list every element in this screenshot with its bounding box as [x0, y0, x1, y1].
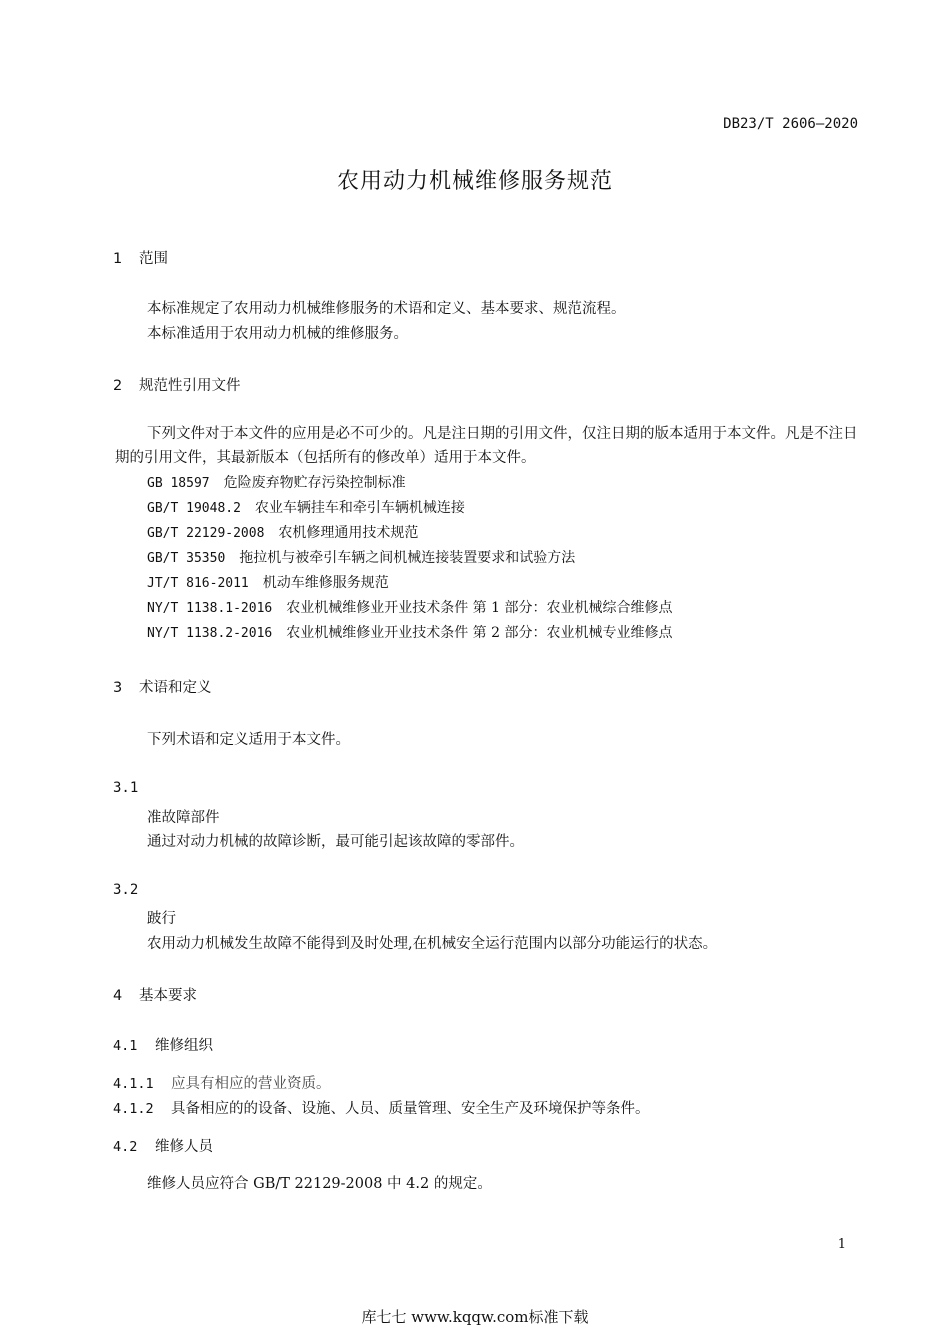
clause-text: 具备相应的的设备、设施、人员、质量管理、安全生产及环境保护等条件。 — [171, 1101, 650, 1117]
reference-code: GB/T 19048.2 — [147, 501, 241, 516]
reference-item — [147, 572, 389, 592]
scope-paragraph-1: 本标准规定了农用动力机械维修服务的术语和定义、基本要求、规范流程。 — [147, 301, 626, 317]
clause-number: 4.1.2 — [113, 1101, 154, 1117]
section-3-heading — [113, 676, 212, 697]
reference-title: 农业车辆挂车和牵引车辆机械连接 — [254, 500, 465, 516]
clause-item — [113, 1072, 331, 1093]
term-name: 准故障部件 — [147, 810, 220, 826]
section-title: 基本要求 — [139, 988, 197, 1004]
reference-code: GB/T 35350 — [147, 551, 226, 566]
section-number: 3 — [113, 680, 123, 696]
section-title: 范围 — [139, 251, 168, 267]
term-number: 3.2 — [113, 882, 139, 898]
clause-item — [113, 1097, 650, 1118]
section-2-heading — [113, 374, 241, 395]
reference-title: 农业机械维修业开业技术条件 第 1 部分：农业机械综合维修点 — [286, 600, 673, 616]
reference-code: NY/T 1138.1-2016 — [147, 601, 273, 616]
subsection-title: 维修人员 — [155, 1139, 213, 1155]
reference-item — [147, 472, 406, 492]
reference-item — [147, 522, 418, 542]
section-number: 2 — [113, 378, 123, 394]
reference-item — [147, 497, 465, 517]
document-number: DB23/T 2606—2020 — [723, 116, 858, 132]
reference-title: 机动车维修服务规范 — [262, 575, 389, 591]
terms-intro: 下列术语和定义适用于本文件。 — [147, 732, 350, 748]
reference-code: GB 18597 — [147, 476, 210, 491]
reference-code: JT/T 816-2011 — [147, 576, 249, 591]
personnel-requirement: 维修人员应符合 GB/T 22129-2008 中 4.2 的规定。 — [147, 1176, 492, 1192]
reference-title: 危险废弃物贮存污染控制标准 — [223, 475, 406, 491]
subsection-number: 4.2 — [113, 1139, 138, 1155]
section-4-heading — [113, 984, 197, 1005]
section-number: 1 — [113, 251, 123, 267]
reference-title: 农机修理通用技术规范 — [278, 525, 419, 541]
term-number: 3.1 — [113, 780, 139, 796]
section-title: 术语和定义 — [139, 680, 212, 696]
reference-item — [147, 547, 575, 567]
reference-code: NY/T 1138.2-2016 — [147, 626, 273, 641]
reference-title: 拖拉机与被牵引车辆之间机械连接装置要求和试验方法 — [239, 550, 576, 566]
reference-item — [147, 597, 673, 617]
scope-paragraph-2: 本标准适用于农用动力机械的维修服务。 — [147, 326, 408, 342]
reference-item — [147, 622, 673, 642]
term-definition: 通过对动力机械的故障诊断，最可能引起该故障的零部件。 — [147, 834, 524, 850]
term-definition: 农用动力机械发生故障不能得到及时处理,在机械安全运行范围内以部分功能运行的状态。 — [147, 936, 718, 952]
section-title: 规范性引用文件 — [139, 378, 241, 394]
subsection-4-2-heading — [113, 1135, 213, 1156]
term-name: 跛行 — [147, 911, 176, 927]
subsection-number: 4.1 — [113, 1038, 138, 1054]
clause-number: 4.1.1 — [113, 1076, 154, 1092]
document-title: 农用动力机械维修服务规范 — [336, 169, 613, 194]
reference-code: GB/T 22129-2008 — [147, 526, 265, 541]
subsection-title: 维修组织 — [155, 1038, 213, 1054]
reference-title: 农业机械维修业开业技术条件 第 2 部分：农业机械专业维修点 — [286, 625, 673, 641]
section-number: 4 — [113, 988, 123, 1004]
clause-text: 应具有相应的营业资质。 — [171, 1076, 331, 1092]
section-1-heading — [113, 247, 168, 268]
subsection-4-1-heading — [113, 1034, 213, 1055]
footer-watermark: 库七七 www.kqqw.com标准下载 — [361, 1308, 589, 1326]
page-number: 1 — [837, 1237, 846, 1252]
normative-references-intro: 下列文件对于本文件的应用是必不可少的。凡是注日期的引用文件，仅注日期的版本适用于本文件。凡是不注日期的引用文件，其最新版本（包括所有的修改单）适用于本文件。 — [115, 426, 858, 466]
